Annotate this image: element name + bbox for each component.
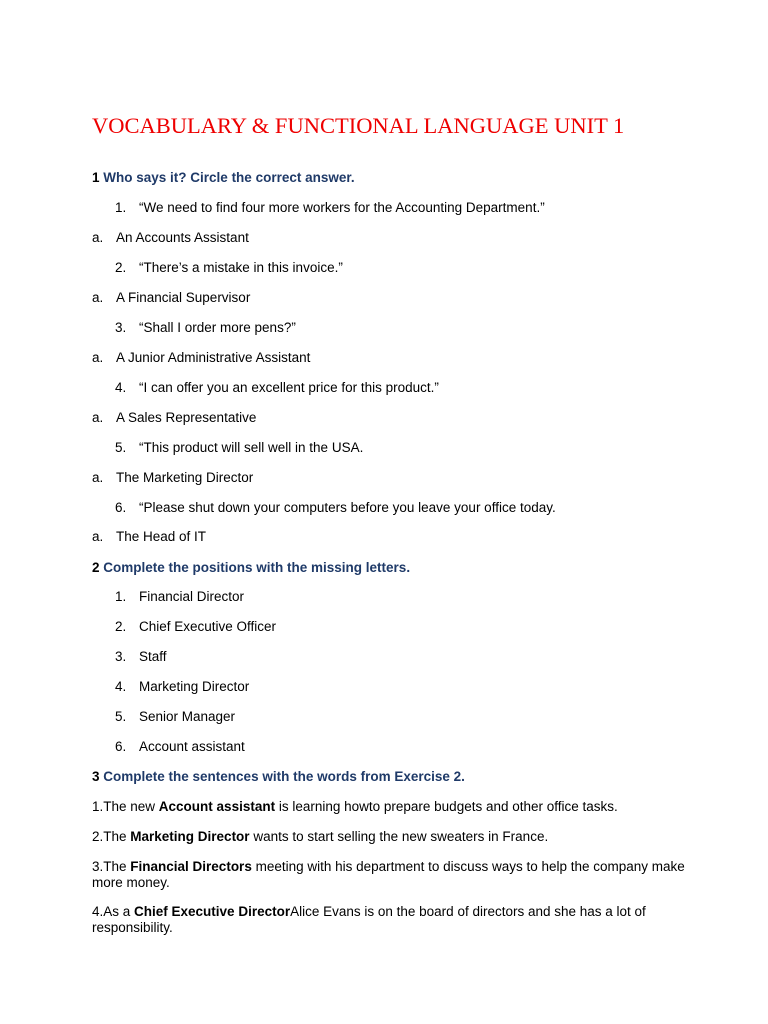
option-text: The Head of IT [116,529,207,544]
quote-text: “This product will sell well in the USA. [139,440,364,455]
list-item [115,589,244,605]
exercise-number: 2 [92,560,100,575]
answer-word: Financial Directors [130,859,252,874]
answer-option [92,290,250,306]
answer-option [92,470,253,486]
list-item [115,500,556,516]
item-number: 3. [115,649,127,664]
list-item [115,709,235,725]
sentence [92,859,692,891]
item-number: 4. [115,679,127,694]
option-text: The Marketing Director [116,470,254,485]
sentence [92,829,692,845]
sentence-text: is learning howto prepare budgets and other office tasks. [275,799,618,814]
list-item [115,320,296,336]
option-text: An Accounts Assistant [116,230,249,245]
item-number: 3. [115,320,127,335]
sentence-text: 2.The [92,829,131,844]
list-item [115,200,545,216]
sentence-text: meeting with his department to discuss ways to help the company make more money. [92,859,685,890]
item-number: 4. [115,380,127,395]
item-number: 2. [115,619,127,634]
sentence-text: wants to start selling the new sweaters in France. [249,829,549,844]
exercise-instruction: Who says it? Circle the correct answer. [103,170,355,185]
page-title: VOCABULARY & FUNCTIONAL LANGUAGE UNIT 1 [92,113,625,138]
list-item [115,679,249,695]
sentence-text: 4.As a [92,904,135,919]
item-number: 1. [115,589,127,604]
position-text: Staff [139,649,167,664]
list-item [115,619,276,635]
item-number: 1. [115,200,127,215]
option-text: A Sales Representative [116,410,257,425]
exercise-instruction: Complete the positions with the missing letters. [103,560,411,575]
item-number: 6. [115,500,127,515]
answer-word: Marketing Director [130,829,250,844]
answer-word: Chief Executive Director [134,904,291,919]
position-text: Chief Executive Officer [139,619,277,634]
item-number: 5. [115,709,127,724]
quote-text: “There’s a mistake in this invoice.” [139,260,343,275]
answer-option [92,350,310,366]
sentence [92,904,692,936]
exercise-instruction: Complete the sentences with the words from Exercise 2. [103,769,465,784]
sentence-text: 3.The [92,859,131,874]
list-item [115,649,167,665]
item-number: 2. [115,260,127,275]
answer-option [92,410,256,426]
sentence-text: Alice Evans is on the board of directors and she has a lot of responsibility. [92,904,646,935]
item-number: 6. [115,739,127,754]
quote-text: “I can offer you an excellent price for this product.” [139,380,439,395]
item-number: 5. [115,440,127,455]
exercise-1-heading [92,170,355,186]
option-text: A Financial Supervisor [116,290,251,305]
exercise-number: 3 [92,769,100,784]
position-text: Marketing Director [139,679,250,694]
option-letter: a. [92,290,104,305]
sentence [92,799,692,815]
option-letter: a. [92,410,104,425]
position-text: Financial Director [139,589,245,604]
option-text: A Junior Administrative Assistant [116,350,311,365]
quote-text: “We need to find four more workers for the Accounting Department.” [139,200,545,215]
list-item [115,260,343,276]
quote-text: “Please shut down your computers before you leave your office today. [139,500,556,515]
answer-word: Account assistant [158,799,276,814]
list-item [115,440,363,456]
exercise-3-heading [92,769,465,785]
position-text: Account assistant [139,739,245,754]
answer-option [92,529,206,545]
list-item [115,380,439,396]
option-letter: a. [92,529,104,544]
position-text: Senior Manager [139,709,236,724]
option-letter: a. [92,470,104,485]
quote-text: “Shall I order more pens?” [139,320,296,335]
answer-option [92,230,249,246]
list-item [115,739,245,755]
sentence-text: 1.The new [92,799,159,814]
exercise-2-heading [92,560,410,576]
option-letter: a. [92,350,104,365]
exercise-number: 1 [92,170,100,185]
option-letter: a. [92,230,104,245]
